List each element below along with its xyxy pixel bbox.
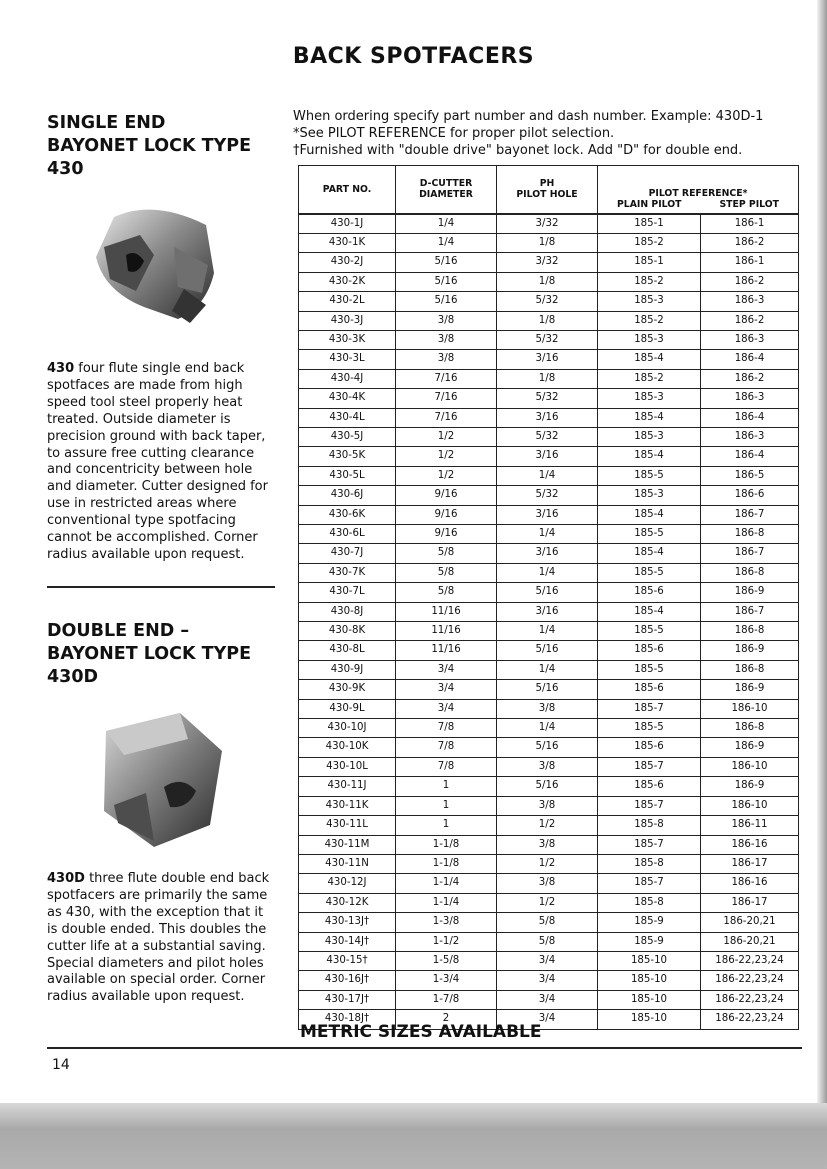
plain-pilot-cell: 185-2 <box>598 369 701 388</box>
plain-pilot-cell: 185-6 <box>598 738 701 757</box>
step-pilot-cell: 186-22,23,24 <box>701 951 799 970</box>
table-row <box>299 408 799 427</box>
pilot-hole-cell: 3/4 <box>497 951 598 970</box>
plain-pilot-cell: 185-8 <box>598 893 701 912</box>
step-pilot-cell: 186-10 <box>701 757 799 776</box>
part-no-cell: 430-9L <box>299 699 396 718</box>
table-row <box>299 680 799 699</box>
d-cutter-cell: 1 <box>396 796 497 815</box>
pilot-hole-cell: 5/8 <box>497 932 598 951</box>
plain-pilot-cell: 185-5 <box>598 622 701 641</box>
part-no-cell: 430-1K <box>299 233 396 252</box>
step-pilot-cell: 186-9 <box>701 738 799 757</box>
table-row <box>299 602 799 621</box>
plain-pilot-cell: 185-7 <box>598 796 701 815</box>
table-row <box>299 777 799 796</box>
header-ph-line-2: PILOT HOLE <box>516 189 578 201</box>
part-no-cell: 430-14J† <box>299 932 396 951</box>
single-end-description <box>47 361 277 564</box>
d-cutter-cell: 11/16 <box>396 622 497 641</box>
table-row <box>299 971 799 990</box>
d-cutter-cell: 3/4 <box>396 699 497 718</box>
plain-pilot-cell: 185-7 <box>598 757 701 776</box>
table-row <box>299 699 799 718</box>
table-row <box>299 796 799 815</box>
step-pilot-cell: 186-11 <box>701 816 799 835</box>
single-end-description-bold: 430 <box>47 361 75 376</box>
ordering-line-3: †Furnished with "double drive" bayonet lock. Add "D" for double end. <box>293 143 743 158</box>
table-row <box>299 951 799 970</box>
part-no-cell: 430-18J† <box>299 1010 396 1029</box>
table-row <box>299 835 799 854</box>
d-cutter-cell: 3/8 <box>396 350 497 369</box>
single-end-title-line-3: 430 <box>47 159 84 179</box>
scan-bottom-edge <box>0 1103 827 1169</box>
pilot-hole-cell: 1/4 <box>497 466 598 485</box>
part-no-cell: 430-7L <box>299 583 396 602</box>
d-cutter-cell: 3/4 <box>396 680 497 699</box>
part-no-cell: 430-5L <box>299 466 396 485</box>
pilot-hole-cell: 1/4 <box>497 622 598 641</box>
part-no-cell: 430-11M <box>299 835 396 854</box>
d-cutter-cell: 1-1/8 <box>396 854 497 873</box>
table-row <box>299 447 799 466</box>
step-pilot-cell: 186-9 <box>701 641 799 660</box>
part-no-cell: 430-10K <box>299 738 396 757</box>
step-pilot-cell: 186-2 <box>701 311 799 330</box>
d-cutter-cell: 1/4 <box>396 214 497 234</box>
page-number: 14 <box>52 1057 70 1073</box>
table-row <box>299 389 799 408</box>
plain-pilot-cell: 185-3 <box>598 292 701 311</box>
ordering-line-1: When ordering specify part number and dash number. Example: 430D-1 <box>293 109 764 124</box>
d-cutter-cell: 3/4 <box>396 660 497 679</box>
step-pilot-cell: 186-4 <box>701 408 799 427</box>
part-no-cell: 430-2K <box>299 272 396 291</box>
part-no-cell: 430-1J <box>299 214 396 234</box>
table-row <box>299 719 799 738</box>
step-pilot-cell: 186-17 <box>701 893 799 912</box>
step-pilot-cell: 186-20,21 <box>701 913 799 932</box>
d-cutter-cell: 5/8 <box>396 544 497 563</box>
plain-pilot-cell: 185-5 <box>598 466 701 485</box>
ordering-line-2: *See PILOT REFERENCE for proper pilot selection. <box>293 126 615 141</box>
pilot-hole-cell: 5/32 <box>497 330 598 349</box>
part-no-cell: 430-6L <box>299 525 396 544</box>
step-pilot-cell: 186-3 <box>701 427 799 446</box>
page-title: BACK SPOTFACERS <box>292 44 535 69</box>
header-step-pilot: STEP PILOT <box>701 199 799 214</box>
single-end-title <box>47 112 275 181</box>
d-cutter-cell: 7/8 <box>396 738 497 757</box>
plain-pilot-cell: 185-5 <box>598 719 701 738</box>
pilot-hole-cell: 3/4 <box>497 1010 598 1029</box>
pilot-hole-cell: 3/8 <box>497 757 598 776</box>
pilot-hole-cell: 1/2 <box>497 854 598 873</box>
table-row <box>299 622 799 641</box>
plain-pilot-cell: 185-2 <box>598 233 701 252</box>
part-no-cell: 430-11J <box>299 777 396 796</box>
step-pilot-cell: 186-7 <box>701 505 799 524</box>
table-row <box>299 350 799 369</box>
step-pilot-cell: 186-3 <box>701 389 799 408</box>
plain-pilot-cell: 185-4 <box>598 602 701 621</box>
table-row <box>299 583 799 602</box>
pilot-hole-cell: 5/16 <box>497 583 598 602</box>
step-pilot-cell: 186-6 <box>701 486 799 505</box>
plain-pilot-cell: 185-4 <box>598 350 701 369</box>
plain-pilot-cell: 185-5 <box>598 525 701 544</box>
plain-pilot-cell: 185-1 <box>598 253 701 272</box>
plain-pilot-cell: 185-7 <box>598 874 701 893</box>
double-end-title-line-2: BAYONET LOCK TYPE <box>47 644 252 664</box>
table-row <box>299 738 799 757</box>
part-no-cell: 430-2J <box>299 253 396 272</box>
double-end-description-text: three flute double end back spotfacers are primarily the same as 430, with the exception that it is double ended. This doubles the cutter life at a substantial saving. Special diameters and pilot holes available on special order. Corner radius available upon request. <box>47 871 270 1005</box>
step-pilot-cell: 186-10 <box>701 699 799 718</box>
plain-pilot-cell: 185-5 <box>598 660 701 679</box>
header-pilot-reference <box>598 166 799 199</box>
table-row <box>299 369 799 388</box>
step-pilot-cell: 186-16 <box>701 874 799 893</box>
plain-pilot-cell: 185-1 <box>598 214 701 234</box>
table-row <box>299 757 799 776</box>
d-cutter-cell: 1/2 <box>396 447 497 466</box>
pilot-hole-cell: 1/4 <box>497 660 598 679</box>
d-cutter-cell: 5/16 <box>396 253 497 272</box>
step-pilot-cell: 186-8 <box>701 660 799 679</box>
footer-rule <box>47 1047 802 1049</box>
step-pilot-cell: 186-8 <box>701 525 799 544</box>
plain-pilot-cell: 185-9 <box>598 932 701 951</box>
pilot-hole-cell: 5/32 <box>497 292 598 311</box>
part-no-cell: 430-16J† <box>299 971 396 990</box>
pilot-hole-cell: 1/4 <box>497 563 598 582</box>
plain-pilot-cell: 185-3 <box>598 427 701 446</box>
step-pilot-cell: 186-7 <box>701 602 799 621</box>
step-pilot-cell: 186-3 <box>701 330 799 349</box>
step-pilot-cell: 186-10 <box>701 796 799 815</box>
pilot-hole-cell: 3/16 <box>497 505 598 524</box>
pilot-hole-cell: 1/8 <box>497 233 598 252</box>
table-row <box>299 893 799 912</box>
step-pilot-cell: 186-2 <box>701 272 799 291</box>
table-row <box>299 563 799 582</box>
pilot-hole-cell: 3/4 <box>497 971 598 990</box>
header-pilot-reference-label: PILOT REFERENCE* <box>648 187 748 199</box>
d-cutter-cell: 11/16 <box>396 641 497 660</box>
step-pilot-cell: 186-3 <box>701 292 799 311</box>
plain-pilot-cell: 185-6 <box>598 583 701 602</box>
part-no-cell: 430-8K <box>299 622 396 641</box>
d-cutter-cell: 9/16 <box>396 525 497 544</box>
d-cutter-cell: 7/8 <box>396 757 497 776</box>
step-pilot-cell: 186-5 <box>701 466 799 485</box>
step-pilot-cell: 186-7 <box>701 544 799 563</box>
pilot-hole-cell: 5/32 <box>497 486 598 505</box>
d-cutter-cell: 1 <box>396 816 497 835</box>
plain-pilot-cell: 185-6 <box>598 680 701 699</box>
header-plain-pilot: PLAIN PILOT <box>598 199 701 214</box>
step-pilot-cell: 186-4 <box>701 350 799 369</box>
single-end-description-text: four flute single end back spotfaces are made from high speed tool steel properly heat treated. Outside diameter is precision ground with back taper, to assure free cutting clearance and concentricity between hole and diameter. Cutter designed for use in restricted areas where conventional type spotfacing cannot be accomplished. Corner radius available upon request. <box>47 361 268 562</box>
table-row <box>299 660 799 679</box>
scan-edge <box>817 0 827 1169</box>
d-cutter-cell: 5/8 <box>396 583 497 602</box>
header-part-no: PART NO. <box>299 166 396 214</box>
ordering-instructions <box>293 108 798 159</box>
double-end-title <box>47 620 275 689</box>
part-no-cell: 430-12K <box>299 893 396 912</box>
part-no-cell: 430-5K <box>299 447 396 466</box>
pilot-hole-cell: 1/8 <box>497 311 598 330</box>
table-row <box>299 233 799 252</box>
pilot-hole-cell: 5/8 <box>497 913 598 932</box>
plain-pilot-cell: 185-6 <box>598 777 701 796</box>
cutter-430-image <box>74 195 234 335</box>
plain-pilot-cell: 185-10 <box>598 951 701 970</box>
part-no-cell: 430-4L <box>299 408 396 427</box>
plain-pilot-cell: 185-7 <box>598 835 701 854</box>
table-row <box>299 427 799 446</box>
d-cutter-cell: 1-3/4 <box>396 971 497 990</box>
part-no-cell: 430-4K <box>299 389 396 408</box>
plain-pilot-cell: 185-3 <box>598 389 701 408</box>
pilot-hole-cell: 3/16 <box>497 350 598 369</box>
d-cutter-cell: 1/4 <box>396 233 497 252</box>
d-cutter-cell: 1/2 <box>396 466 497 485</box>
pilot-hole-cell: 1/4 <box>497 719 598 738</box>
header-pilot-hole <box>497 166 598 214</box>
header-d-cutter-line-1: D-CUTTER <box>419 178 473 190</box>
pilot-hole-cell: 3/16 <box>497 602 598 621</box>
part-no-cell: 430-13J† <box>299 913 396 932</box>
single-end-title-line-1: SINGLE END <box>47 113 166 133</box>
table-row <box>299 932 799 951</box>
pilot-hole-cell: 1/8 <box>497 369 598 388</box>
step-pilot-cell: 186-20,21 <box>701 932 799 951</box>
step-pilot-cell: 186-9 <box>701 583 799 602</box>
plain-pilot-cell: 185-2 <box>598 311 701 330</box>
part-no-cell: 430-10L <box>299 757 396 776</box>
header-ph-line-1: PH <box>539 178 555 190</box>
pilot-hole-cell: 3/4 <box>497 990 598 1009</box>
part-no-cell: 430-15† <box>299 951 396 970</box>
plain-pilot-cell: 185-10 <box>598 971 701 990</box>
plain-pilot-cell: 185-8 <box>598 854 701 873</box>
table-row <box>299 272 799 291</box>
plain-pilot-cell: 185-6 <box>598 641 701 660</box>
part-no-cell: 430-12J <box>299 874 396 893</box>
d-cutter-cell: 1-3/8 <box>396 913 497 932</box>
d-cutter-cell: 1-7/8 <box>396 990 497 1009</box>
single-end-title-line-2: BAYONET LOCK TYPE <box>47 136 252 156</box>
table-row <box>299 311 799 330</box>
d-cutter-cell: 2 <box>396 1010 497 1029</box>
table-row <box>299 816 799 835</box>
plain-pilot-cell: 185-10 <box>598 990 701 1009</box>
step-pilot-cell: 186-1 <box>701 253 799 272</box>
part-no-cell: 430-3L <box>299 350 396 369</box>
d-cutter-cell: 7/16 <box>396 389 497 408</box>
table-row <box>299 292 799 311</box>
metric-sizes-note: METRIC SIZES AVAILABLE <box>300 1022 542 1042</box>
part-no-cell: 430-17J† <box>299 990 396 1009</box>
double-end-section <box>47 620 275 689</box>
pilot-hole-cell: 3/16 <box>497 408 598 427</box>
plain-pilot-cell: 185-8 <box>598 816 701 835</box>
pilot-hole-cell: 3/8 <box>497 874 598 893</box>
pilot-hole-cell: 3/8 <box>497 699 598 718</box>
d-cutter-cell: 7/16 <box>396 408 497 427</box>
part-no-cell: 430-10J <box>299 719 396 738</box>
step-pilot-cell: 186-9 <box>701 680 799 699</box>
d-cutter-cell: 7/8 <box>396 719 497 738</box>
part-no-cell: 430-6K <box>299 505 396 524</box>
step-pilot-cell: 186-4 <box>701 447 799 466</box>
pilot-hole-cell: 5/16 <box>497 777 598 796</box>
step-pilot-cell: 186-8 <box>701 622 799 641</box>
pilot-hole-cell: 3/32 <box>497 214 598 234</box>
plain-pilot-cell: 185-3 <box>598 330 701 349</box>
pilot-hole-cell: 3/8 <box>497 796 598 815</box>
part-no-cell: 430-3K <box>299 330 396 349</box>
part-no-cell: 430-3J <box>299 311 396 330</box>
pilot-hole-cell: 3/32 <box>497 253 598 272</box>
d-cutter-cell: 1/2 <box>396 427 497 446</box>
table-row <box>299 990 799 1009</box>
d-cutter-cell: 7/16 <box>396 369 497 388</box>
table-row <box>299 641 799 660</box>
part-no-cell: 430-9J <box>299 660 396 679</box>
pilot-hole-cell: 1/2 <box>497 893 598 912</box>
single-end-section <box>47 112 275 181</box>
header-d-cutter-line-2: DIAMETER <box>419 189 473 201</box>
pilot-hole-cell: 1/2 <box>497 816 598 835</box>
plain-pilot-cell: 185-4 <box>598 408 701 427</box>
table-row <box>299 874 799 893</box>
d-cutter-cell: 9/16 <box>396 505 497 524</box>
pilot-hole-cell: 3/16 <box>497 544 598 563</box>
double-end-description-bold: 430D <box>47 871 85 886</box>
table-row <box>299 854 799 873</box>
d-cutter-cell: 11/16 <box>396 602 497 621</box>
table-row <box>299 525 799 544</box>
step-pilot-cell: 186-1 <box>701 214 799 234</box>
plain-pilot-cell: 185-9 <box>598 913 701 932</box>
plain-pilot-cell: 185-3 <box>598 486 701 505</box>
table-row <box>299 913 799 932</box>
pilot-hole-cell: 1/8 <box>497 272 598 291</box>
part-no-cell: 430-9K <box>299 680 396 699</box>
d-cutter-cell: 1 <box>396 777 497 796</box>
pilot-hole-cell: 5/32 <box>497 427 598 446</box>
double-end-title-line-1: DOUBLE END – <box>47 621 190 641</box>
part-no-cell: 430-8L <box>299 641 396 660</box>
table-row <box>299 466 799 485</box>
d-cutter-cell: 3/8 <box>396 311 497 330</box>
part-no-cell: 430-7K <box>299 563 396 582</box>
section-divider <box>47 586 275 588</box>
part-no-cell: 430-11K <box>299 796 396 815</box>
d-cutter-cell: 3/8 <box>396 330 497 349</box>
double-end-description <box>47 871 277 1006</box>
header-d-cutter <box>396 166 497 214</box>
step-pilot-cell: 186-22,23,24 <box>701 1010 799 1029</box>
pilot-hole-cell: 1/4 <box>497 525 598 544</box>
step-pilot-cell: 186-2 <box>701 369 799 388</box>
double-end-title-line-3: 430D <box>47 667 99 687</box>
part-no-cell: 430-5J <box>299 427 396 446</box>
plain-pilot-cell: 185-4 <box>598 505 701 524</box>
d-cutter-cell: 1-5/8 <box>396 951 497 970</box>
pilot-hole-cell: 5/32 <box>497 389 598 408</box>
table-row <box>299 330 799 349</box>
d-cutter-cell: 1-1/8 <box>396 835 497 854</box>
part-no-cell: 430-7J <box>299 544 396 563</box>
step-pilot-cell: 186-8 <box>701 719 799 738</box>
cutter-430d-image <box>84 705 234 855</box>
part-no-cell: 430-11N <box>299 854 396 873</box>
pilot-hole-cell: 5/16 <box>497 680 598 699</box>
step-pilot-cell: 186-22,23,24 <box>701 971 799 990</box>
d-cutter-cell: 1-1/2 <box>396 932 497 951</box>
plain-pilot-cell: 185-4 <box>598 447 701 466</box>
step-pilot-cell: 186-9 <box>701 777 799 796</box>
step-pilot-cell: 186-17 <box>701 854 799 873</box>
table-row <box>299 505 799 524</box>
part-no-cell: 430-2L <box>299 292 396 311</box>
plain-pilot-cell: 185-2 <box>598 272 701 291</box>
part-no-cell: 430-6J <box>299 486 396 505</box>
table-row <box>299 544 799 563</box>
d-cutter-cell: 9/16 <box>396 486 497 505</box>
d-cutter-cell: 1-1/4 <box>396 893 497 912</box>
plain-pilot-cell: 185-10 <box>598 1010 701 1029</box>
table-row <box>299 253 799 272</box>
part-no-cell: 430-8J <box>299 602 396 621</box>
d-cutter-cell: 5/8 <box>396 563 497 582</box>
step-pilot-cell: 186-16 <box>701 835 799 854</box>
d-cutter-cell: 1-1/4 <box>396 874 497 893</box>
d-cutter-cell: 5/16 <box>396 272 497 291</box>
d-cutter-cell: 5/16 <box>396 292 497 311</box>
pilot-hole-cell: 3/8 <box>497 835 598 854</box>
step-pilot-cell: 186-22,23,24 <box>701 990 799 1009</box>
table-row <box>299 214 799 234</box>
pilot-hole-cell: 5/16 <box>497 738 598 757</box>
parts-table <box>298 165 799 1030</box>
table-row <box>299 486 799 505</box>
part-no-cell: 430-11L <box>299 816 396 835</box>
plain-pilot-cell: 185-5 <box>598 563 701 582</box>
plain-pilot-cell: 185-7 <box>598 699 701 718</box>
plain-pilot-cell: 185-4 <box>598 544 701 563</box>
pilot-hole-cell: 5/16 <box>497 641 598 660</box>
part-no-cell: 430-4J <box>299 369 396 388</box>
step-pilot-cell: 186-8 <box>701 563 799 582</box>
pilot-hole-cell: 3/16 <box>497 447 598 466</box>
step-pilot-cell: 186-2 <box>701 233 799 252</box>
